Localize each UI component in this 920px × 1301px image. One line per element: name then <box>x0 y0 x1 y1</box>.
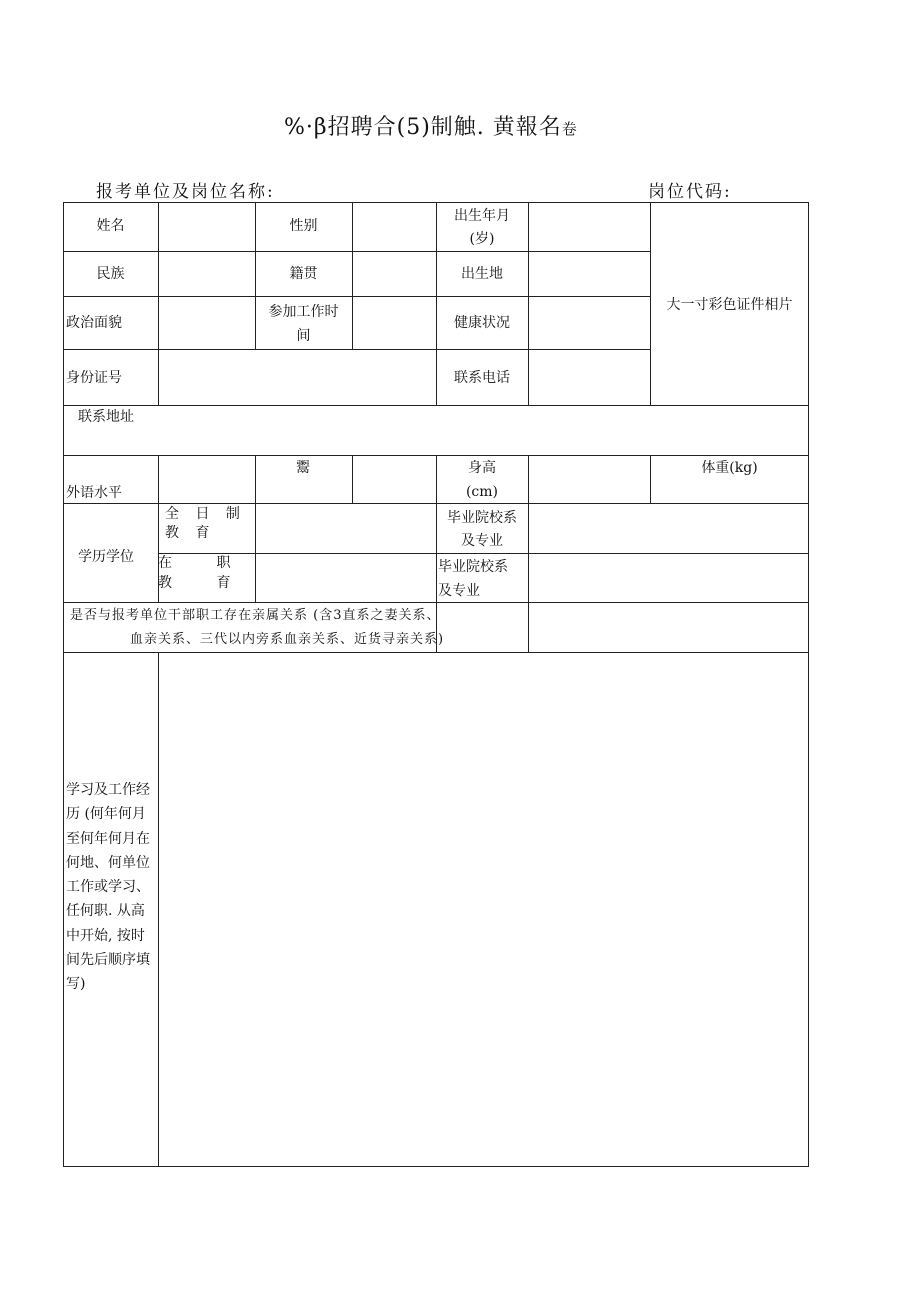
weight-label: 体重(kg) <box>701 460 758 476</box>
address-label: 联系地址 <box>78 409 134 425</box>
school-major2-label-line2: 及专业 <box>438 583 480 599</box>
parttime-label-line2: 教 育 <box>158 575 251 591</box>
grid-line <box>63 251 650 252</box>
grid-line <box>158 652 159 1167</box>
foreign-language-label: 外语水平 <box>66 485 122 501</box>
political-status-label: 政治面貌 <box>66 315 122 331</box>
ethnicity-label: 民族 <box>96 266 125 282</box>
id-number-label: 身份证号 <box>66 370 122 386</box>
birthplace-label: 出生地 <box>461 266 503 282</box>
grid-line <box>528 202 529 406</box>
parttime-label-line1: 在 职 <box>158 555 251 571</box>
phone-label: 联系电话 <box>454 370 510 386</box>
fulltime-label-line1: 全 日 制 <box>165 506 246 522</box>
relation-label-line1: 是否与报考单位干部职工存在亲属关系 (含3直系之妻关系、 <box>70 608 441 623</box>
school-major2-label-line1: 毕业院校系 <box>438 559 508 575</box>
work-start-label-line2: 间 <box>296 328 311 344</box>
height-label-line1: 身高 <box>468 460 496 476</box>
photo-placeholder: 大一寸彩色证件相片 <box>666 297 793 313</box>
education-degree-label: 学历学位 <box>78 549 134 565</box>
birth-label-line1: 出生年月 <box>454 208 510 224</box>
unit-label: 报考单位及岗位名称: <box>96 182 275 202</box>
grid-line <box>808 202 809 1167</box>
grid-line <box>528 455 529 652</box>
form-title: %·β招聘合(5)制触. 黄報名卷 <box>284 115 578 140</box>
school-major-label-line2: 及专业 <box>461 533 503 549</box>
code-label: 岗位代码: <box>648 182 732 202</box>
grid-line <box>63 296 650 297</box>
native-place-label: 籍贯 <box>289 266 318 282</box>
name-label: 姓名 <box>96 218 125 234</box>
garbled-label: 鬻 <box>296 460 310 476</box>
history-label: 学习及工作经历 (何年何月至何年何月在何地、何单位工作或学习、任何职. 从高中开始, 按时间先后顺序填写) <box>66 782 150 993</box>
grid-line <box>158 202 159 406</box>
school-major-label-line1: 毕业院校系 <box>447 510 517 526</box>
grid-line <box>63 202 64 1167</box>
work-start-label-line1: 参加工作时 <box>268 304 339 320</box>
height-label-line2: (cm) <box>465 484 499 500</box>
grid-line <box>63 1166 809 1167</box>
grid-line <box>352 455 353 503</box>
fulltime-label-line2: 教 育 <box>165 525 216 541</box>
grid-line <box>63 652 809 653</box>
gender-label: 性别 <box>289 218 318 234</box>
grid-line <box>352 202 353 350</box>
title-suffix: 卷 <box>561 120 578 138</box>
grid-line <box>255 455 256 603</box>
birth-label-line2: (岁) <box>469 231 495 247</box>
relation-label-line2: 血亲关系、三代以内旁系血亲关系、近货寻亲关系) <box>130 632 445 647</box>
health-label: 健康状况 <box>454 315 510 331</box>
grid-line <box>63 349 650 350</box>
